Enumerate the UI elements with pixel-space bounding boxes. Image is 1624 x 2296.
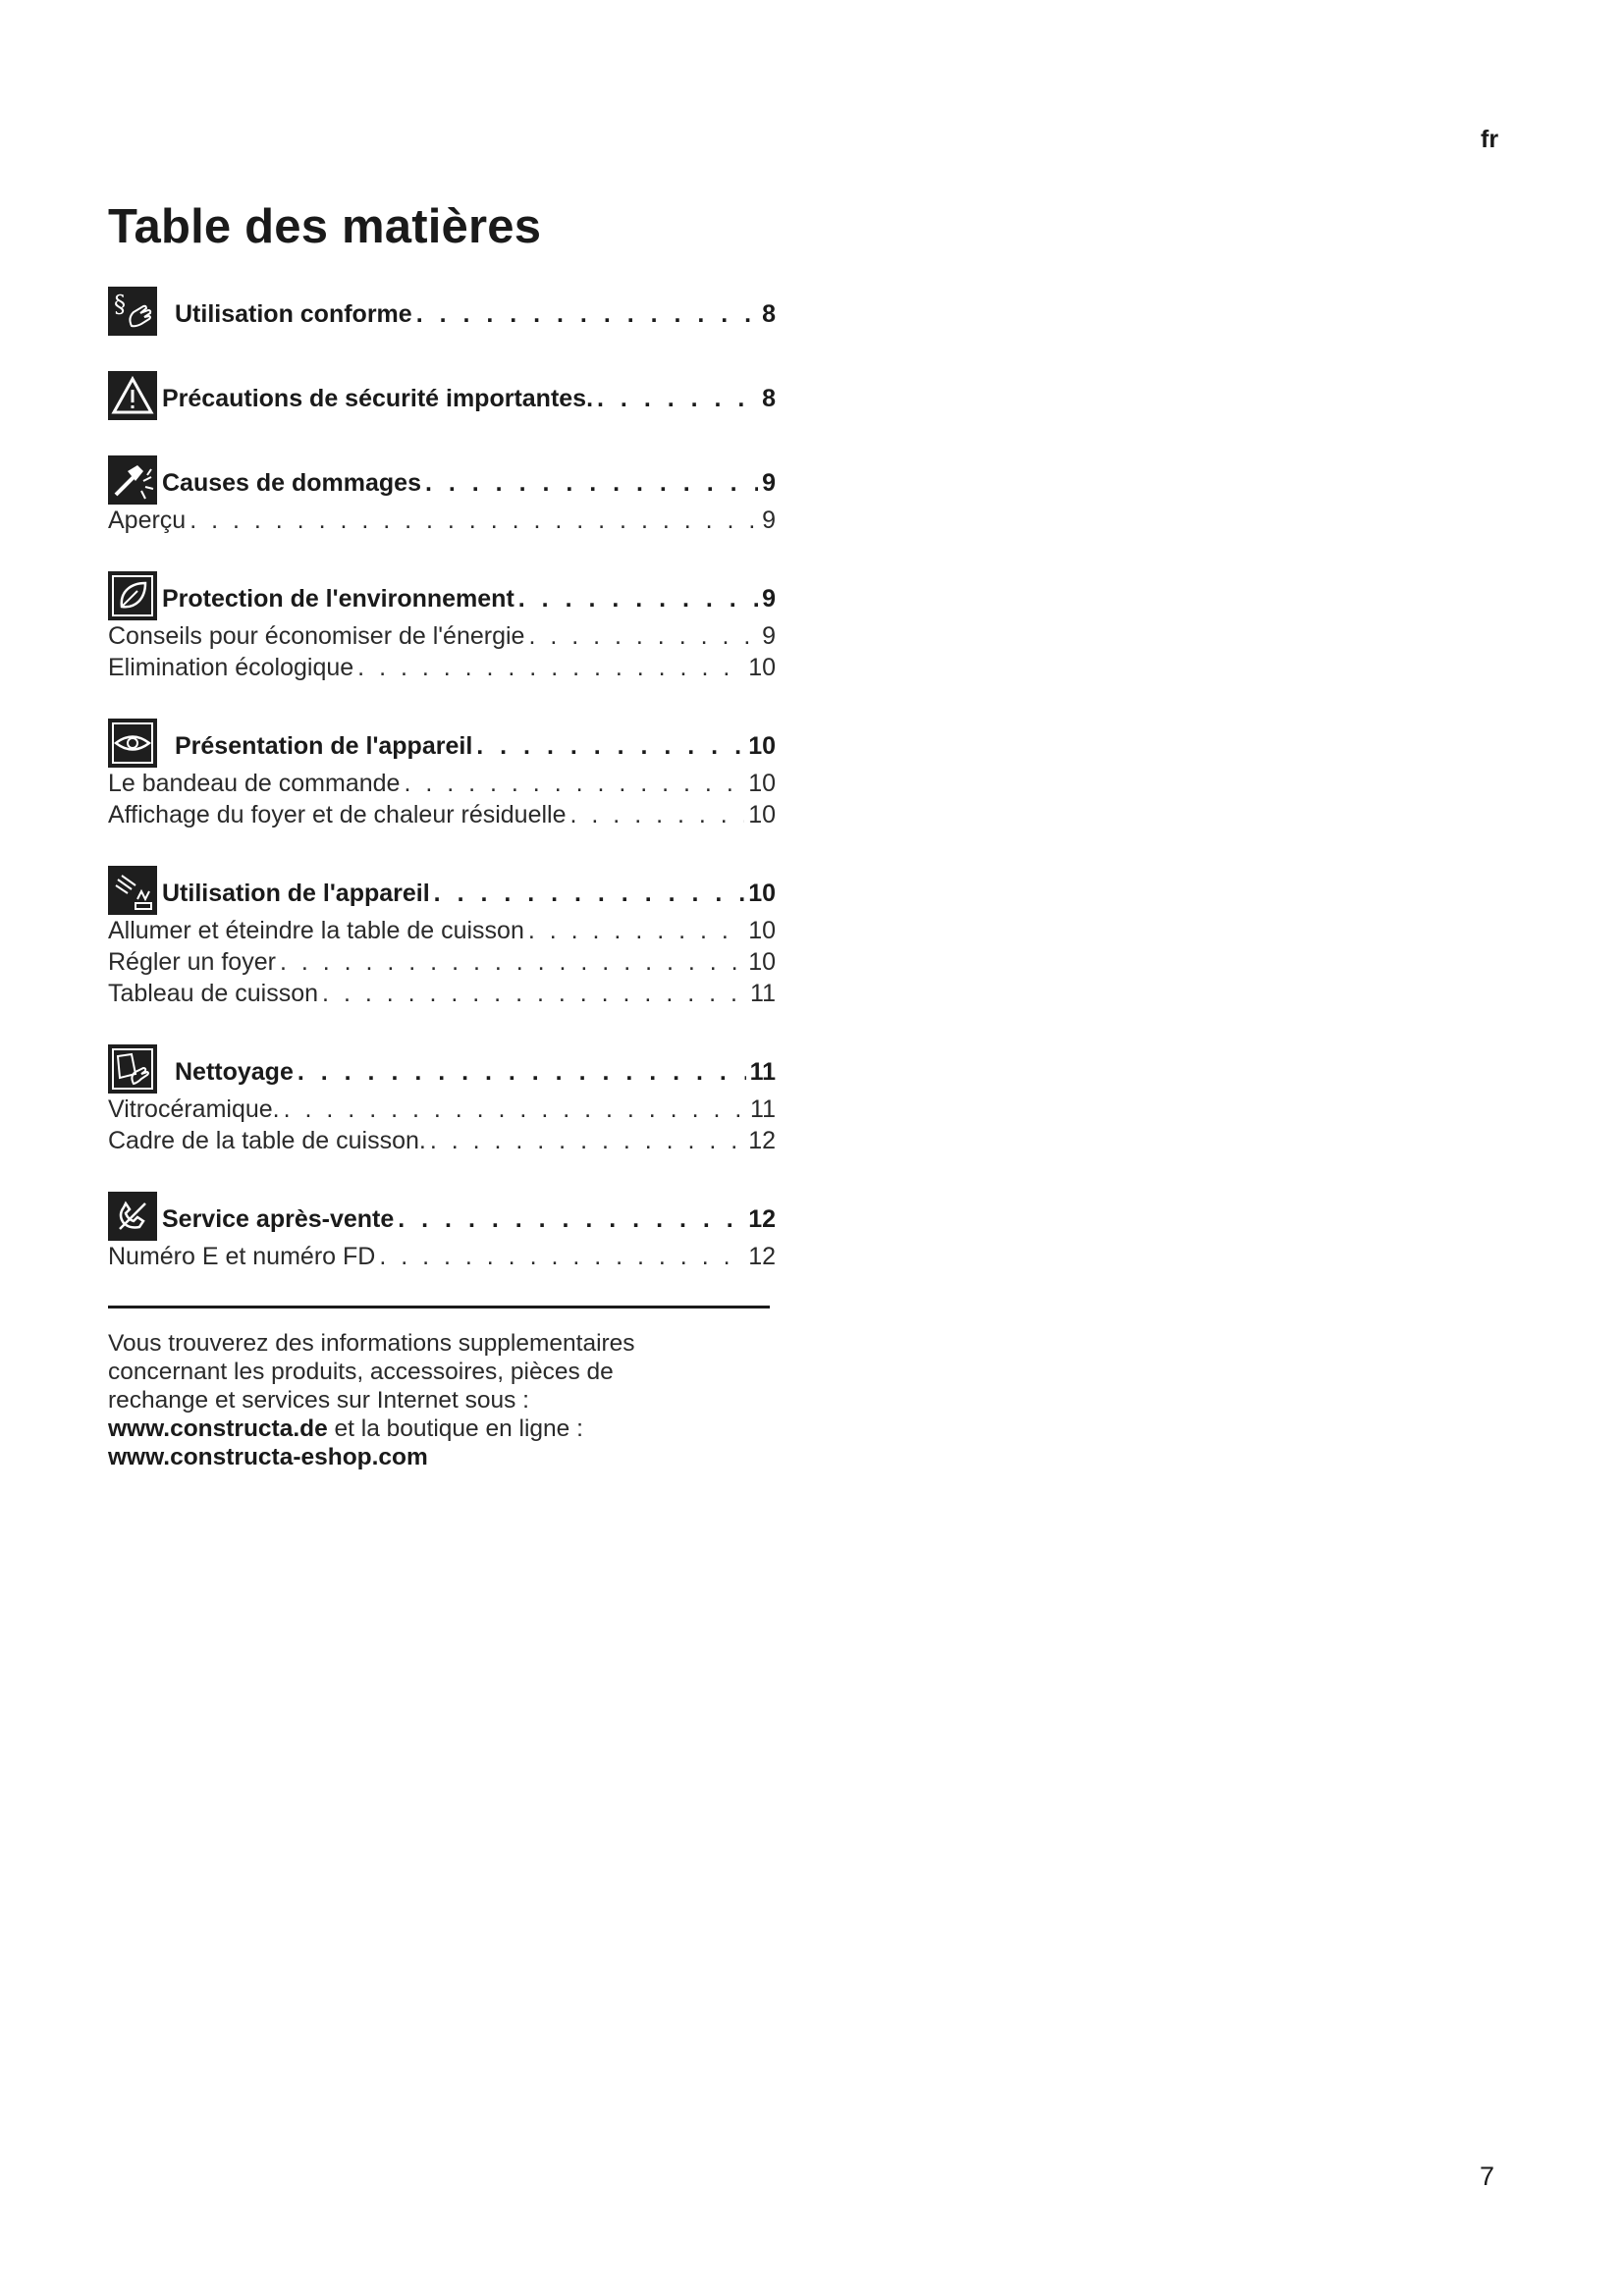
toc-subentry[interactable] xyxy=(108,654,776,685)
toc-subentry-label: Numéro E et numéro FD xyxy=(108,1243,376,1270)
toc-subentry-label: Affichage du foyer et de chaleur résiduelle xyxy=(108,801,567,828)
toc-section-label: Causes de dommages xyxy=(162,469,421,497)
toc-subentry[interactable] xyxy=(108,917,776,948)
toc-subentry[interactable] xyxy=(108,801,776,832)
svg-text:§: § xyxy=(114,291,126,318)
toc-leader-dots xyxy=(398,1205,744,1234)
toc-subentry-label: Régler un foyer xyxy=(108,948,276,976)
toc-leader-dots xyxy=(357,654,744,682)
eye-icon xyxy=(108,719,157,768)
toc-page-number: 10 xyxy=(748,917,776,944)
toc-section-label: Utilisation conforme xyxy=(175,300,412,328)
toc-page-number: 9 xyxy=(762,507,776,534)
language-code: fr xyxy=(1481,126,1499,153)
toc-leader-dots xyxy=(416,300,758,329)
toc-subentry-label: Vitrocéramique. xyxy=(108,1095,280,1123)
constructa-website-link[interactable]: www.constructa.de xyxy=(108,1415,328,1442)
toc-subentry[interactable] xyxy=(108,1127,776,1158)
toc-leader-dots xyxy=(476,732,744,761)
toc-leader-dots xyxy=(528,917,744,945)
leaf-environment-icon xyxy=(108,571,157,620)
toc-subentry-label: Elimination écologique xyxy=(108,654,354,681)
toc-subentry-label: Allumer et éteindre la table de cuisson xyxy=(108,917,524,944)
toc-section-label: Présentation de l'appareil xyxy=(175,732,473,760)
toc-page-number: 10 xyxy=(748,801,776,828)
info-line: concernant les produits, accessoires, pièces de xyxy=(108,1359,614,1385)
toc-subentry-label: Tableau de cuisson xyxy=(108,980,319,1007)
toc-leader-dots xyxy=(404,770,744,798)
toc-subentry-label: Aperçu xyxy=(108,507,187,534)
toc-section-precautions[interactable] xyxy=(108,371,776,422)
hand-use-icon xyxy=(108,866,157,915)
toc-leader-dots xyxy=(528,622,758,651)
cleaning-cloth-icon xyxy=(108,1044,157,1094)
toc-subentry-label: Cadre de la table de cuisson. xyxy=(108,1127,426,1154)
phone-service-icon xyxy=(108,1192,157,1241)
toc-section-utilisation-appareil[interactable] xyxy=(108,866,776,1011)
toc-section-utilisation-conforme[interactable] xyxy=(108,287,776,338)
toc-page-number: 10 xyxy=(748,654,776,681)
toc-leader-dots xyxy=(280,948,744,977)
toc-leader-dots xyxy=(284,1095,746,1124)
info-line: et la boutique en ligne : xyxy=(327,1415,583,1442)
table-of-contents xyxy=(108,287,776,1308)
toc-subentry-label: Le bandeau de commande xyxy=(108,770,401,797)
constructa-eshop-link[interactable]: www.constructa-eshop.com xyxy=(108,1444,428,1470)
toc-page-number: 11 xyxy=(750,980,776,1007)
toc-leader-dots xyxy=(322,980,746,1008)
toc-leader-dots xyxy=(189,507,758,535)
toc-section-nettoyage[interactable] xyxy=(108,1044,776,1158)
toc-leader-dots xyxy=(570,801,745,829)
toc-page-number: 8 xyxy=(762,385,776,412)
toc-subentry[interactable] xyxy=(108,980,776,1011)
toc-page-number: 8 xyxy=(762,300,776,328)
toc-page-number: 9 xyxy=(762,585,776,613)
toc-section-label: Protection de l'environnement xyxy=(162,585,514,613)
toc-page-number: 10 xyxy=(748,880,776,907)
page-number: 7 xyxy=(1480,2162,1495,2191)
toc-page-number: 11 xyxy=(750,1095,776,1123)
warning-triangle-icon xyxy=(108,371,157,420)
toc-leader-dots xyxy=(379,1243,744,1271)
toc-page-number: 10 xyxy=(748,770,776,797)
toc-leader-dots xyxy=(597,385,758,413)
toc-page-number: 12 xyxy=(748,1127,776,1154)
divider xyxy=(108,1306,770,1308)
toc-subentry[interactable] xyxy=(108,770,776,801)
toc-page-number: 11 xyxy=(749,1058,776,1086)
info-line: rechange et services sur Internet sous : xyxy=(108,1387,529,1414)
toc-page-number: 9 xyxy=(762,469,776,497)
toc-section-label: Utilisation de l'appareil xyxy=(162,880,430,907)
toc-subentry[interactable] xyxy=(108,1243,776,1274)
toc-page-number: 12 xyxy=(748,1205,776,1233)
toc-page-number: 12 xyxy=(748,1243,776,1270)
hammer-damage-icon xyxy=(108,455,157,505)
info-line: Vous trouverez des informations supplementaires xyxy=(108,1330,635,1357)
page-title: Table des matières xyxy=(108,200,542,253)
toc-section-causes-dommages[interactable] xyxy=(108,455,776,538)
toc-leader-dots xyxy=(298,1058,746,1087)
law-hand-icon xyxy=(108,287,157,336)
toc-section-presentation[interactable] xyxy=(108,719,776,832)
toc-page-number: 9 xyxy=(762,622,776,650)
toc-section-label: Nettoyage xyxy=(175,1058,294,1086)
toc-subentry[interactable] xyxy=(108,1095,776,1127)
toc-page-number: 10 xyxy=(748,948,776,976)
toc-leader-dots xyxy=(518,585,758,614)
toc-section-label: Précautions de sécurité importantes. xyxy=(162,385,594,412)
toc-leader-dots xyxy=(430,1127,744,1155)
toc-section-label: Service après-vente xyxy=(162,1205,395,1233)
toc-subentry[interactable] xyxy=(108,622,776,654)
toc-leader-dots xyxy=(425,469,758,498)
toc-leader-dots xyxy=(434,880,745,908)
toc-subentry-label: Conseils pour économiser de l'énergie xyxy=(108,622,525,650)
toc-section-service[interactable] xyxy=(108,1192,776,1274)
toc-section-environnement[interactable] xyxy=(108,571,776,685)
toc-page-number: 10 xyxy=(748,732,776,760)
toc-subentry[interactable] xyxy=(108,948,776,980)
info-paragraph xyxy=(108,1329,746,1471)
toc-subentry[interactable] xyxy=(108,507,776,538)
